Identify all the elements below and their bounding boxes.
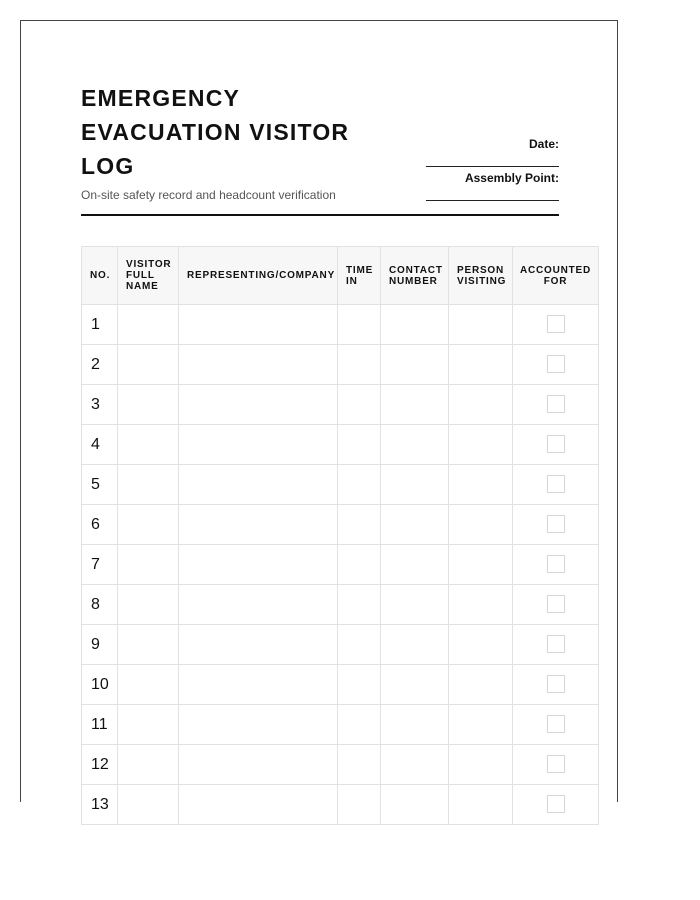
header-visitor-full-name: VISITOR FULL NAME [118, 247, 179, 305]
visitor-name-cell[interactable] [118, 545, 179, 585]
row-number: 11 [82, 705, 118, 745]
person-visiting-cell[interactable] [449, 385, 513, 425]
table-row [82, 705, 599, 745]
visitor-name-cell[interactable] [118, 505, 179, 545]
contact-number-cell[interactable] [381, 505, 449, 545]
time-in-cell[interactable] [338, 545, 381, 585]
contact-number-cell[interactable] [381, 425, 449, 465]
contact-number-cell[interactable] [381, 665, 449, 705]
time-in-cell[interactable] [338, 305, 381, 345]
accounted-for-checkbox[interactable] [547, 355, 565, 373]
accounted-for-cell [513, 505, 599, 545]
accounted-for-checkbox[interactable] [547, 635, 565, 653]
accounted-for-checkbox[interactable] [547, 515, 565, 533]
company-cell[interactable] [179, 745, 338, 785]
row-number: 3 [82, 385, 118, 425]
header-time-in: TIME IN [338, 247, 381, 305]
row-number: 8 [82, 585, 118, 625]
person-visiting-cell[interactable] [449, 625, 513, 665]
time-in-cell[interactable] [338, 385, 381, 425]
company-cell[interactable] [179, 425, 338, 465]
accounted-for-cell [513, 745, 599, 785]
accounted-for-cell [513, 625, 599, 665]
row-number: 2 [82, 345, 118, 385]
accounted-for-checkbox[interactable] [547, 395, 565, 413]
header-person-visiting: PERSON VISITING [449, 247, 513, 305]
visitor-name-cell[interactable] [118, 585, 179, 625]
table-row [82, 465, 599, 505]
person-visiting-cell[interactable] [449, 305, 513, 345]
document-title: EMERGENCY EVACUATION VISITOR LOG [81, 85, 350, 179]
visitor-name-cell[interactable] [118, 705, 179, 745]
row-number: 10 [82, 665, 118, 705]
table-row [82, 785, 599, 825]
time-in-cell[interactable] [338, 505, 381, 545]
table-row [82, 585, 599, 625]
table-row [82, 345, 599, 385]
company-cell[interactable] [179, 465, 338, 505]
date-field-line[interactable] [426, 166, 559, 167]
contact-number-cell[interactable] [381, 785, 449, 825]
table-row [82, 745, 599, 785]
visitor-name-cell[interactable] [118, 385, 179, 425]
table-row [82, 625, 599, 665]
table-row [82, 385, 599, 425]
contact-number-cell[interactable] [381, 585, 449, 625]
assembly-point-field-line[interactable] [426, 200, 559, 201]
person-visiting-cell[interactable] [449, 465, 513, 505]
accounted-for-checkbox[interactable] [547, 475, 565, 493]
person-visiting-cell[interactable] [449, 785, 513, 825]
header-no: NO. [82, 247, 118, 305]
visitor-name-cell[interactable] [118, 305, 179, 345]
contact-number-cell[interactable] [381, 345, 449, 385]
visitor-name-cell[interactable] [118, 425, 179, 465]
accounted-for-checkbox[interactable] [547, 675, 565, 693]
row-number: 5 [82, 465, 118, 505]
contact-number-cell[interactable] [381, 305, 449, 345]
person-visiting-cell[interactable] [449, 745, 513, 785]
visitor-name-cell[interactable] [118, 665, 179, 705]
company-cell[interactable] [179, 385, 338, 425]
time-in-cell[interactable] [338, 625, 381, 665]
visitor-name-cell[interactable] [118, 625, 179, 665]
document-subtitle: On-site safety record and headcount verification [81, 188, 336, 202]
table-row [82, 545, 599, 585]
accounted-for-checkbox[interactable] [547, 755, 565, 773]
company-cell[interactable] [179, 705, 338, 745]
accounted-for-cell [513, 785, 599, 825]
visitor-name-cell[interactable] [118, 345, 179, 385]
accounted-for-cell [513, 545, 599, 585]
table-row [82, 425, 599, 465]
row-number: 13 [82, 785, 118, 825]
accounted-for-checkbox[interactable] [547, 435, 565, 453]
person-visiting-cell[interactable] [449, 425, 513, 465]
contact-number-cell[interactable] [381, 385, 449, 425]
company-cell[interactable] [179, 305, 338, 345]
company-cell[interactable] [179, 545, 338, 585]
person-visiting-cell[interactable] [449, 505, 513, 545]
table-row [82, 305, 599, 345]
row-number: 1 [82, 305, 118, 345]
contact-number-cell[interactable] [381, 625, 449, 665]
time-in-cell[interactable] [338, 665, 381, 705]
visitor-name-cell[interactable] [118, 785, 179, 825]
table-row [82, 665, 599, 705]
document-page [20, 20, 618, 813]
time-in-cell[interactable] [338, 705, 381, 745]
time-in-cell[interactable] [338, 425, 381, 465]
accounted-for-cell [513, 705, 599, 745]
date-label: Date: [528, 137, 559, 151]
company-cell[interactable] [179, 505, 338, 545]
contact-number-cell[interactable] [381, 705, 449, 745]
accounted-for-cell [513, 345, 599, 385]
visitor-log-table [81, 246, 599, 825]
row-number: 4 [82, 425, 118, 465]
visitor-name-cell[interactable] [118, 745, 179, 785]
time-in-cell[interactable] [338, 345, 381, 385]
accounted-for-cell [513, 585, 599, 625]
header-accounted-for: ACCOUNTED FOR [513, 247, 599, 305]
contact-number-cell[interactable] [381, 545, 449, 585]
row-number: 7 [82, 545, 118, 585]
accounted-for-checkbox[interactable] [547, 795, 565, 813]
visitor-name-cell[interactable] [118, 465, 179, 505]
row-number: 9 [82, 625, 118, 665]
header-contact-number: CONTACT NUMBER [381, 247, 449, 305]
accounted-for-checkbox[interactable] [547, 555, 565, 573]
accounted-for-cell [513, 425, 599, 465]
person-visiting-cell[interactable] [449, 665, 513, 705]
person-visiting-cell[interactable] [449, 345, 513, 385]
header-representing-company: REPRESENTING/COMPANY [179, 247, 338, 305]
table-row [82, 505, 599, 545]
company-cell[interactable] [179, 785, 338, 825]
accounted-for-checkbox[interactable] [547, 715, 565, 733]
time-in-cell[interactable] [338, 465, 381, 505]
company-cell[interactable] [179, 585, 338, 625]
person-visiting-cell[interactable] [449, 585, 513, 625]
accounted-for-cell [513, 385, 599, 425]
person-visiting-cell[interactable] [449, 545, 513, 585]
accounted-for-cell [513, 465, 599, 505]
assembly-point-label: Assembly Point: [464, 171, 559, 185]
table-body [82, 305, 599, 825]
accounted-for-cell [513, 665, 599, 705]
accounted-for-cell [513, 305, 599, 345]
company-cell[interactable] [179, 665, 338, 705]
time-in-cell[interactable] [338, 785, 381, 825]
accounted-for-checkbox[interactable] [547, 315, 565, 333]
row-number: 12 [82, 745, 118, 785]
header-divider [81, 214, 559, 216]
company-cell[interactable] [179, 345, 338, 385]
contact-number-cell[interactable] [381, 745, 449, 785]
accounted-for-checkbox[interactable] [547, 595, 565, 613]
company-cell[interactable] [179, 625, 338, 665]
time-in-cell[interactable] [338, 585, 381, 625]
contact-number-cell[interactable] [381, 465, 449, 505]
table-header-row [82, 247, 599, 305]
time-in-cell[interactable] [338, 745, 381, 785]
row-number: 6 [82, 505, 118, 545]
person-visiting-cell[interactable] [449, 705, 513, 745]
